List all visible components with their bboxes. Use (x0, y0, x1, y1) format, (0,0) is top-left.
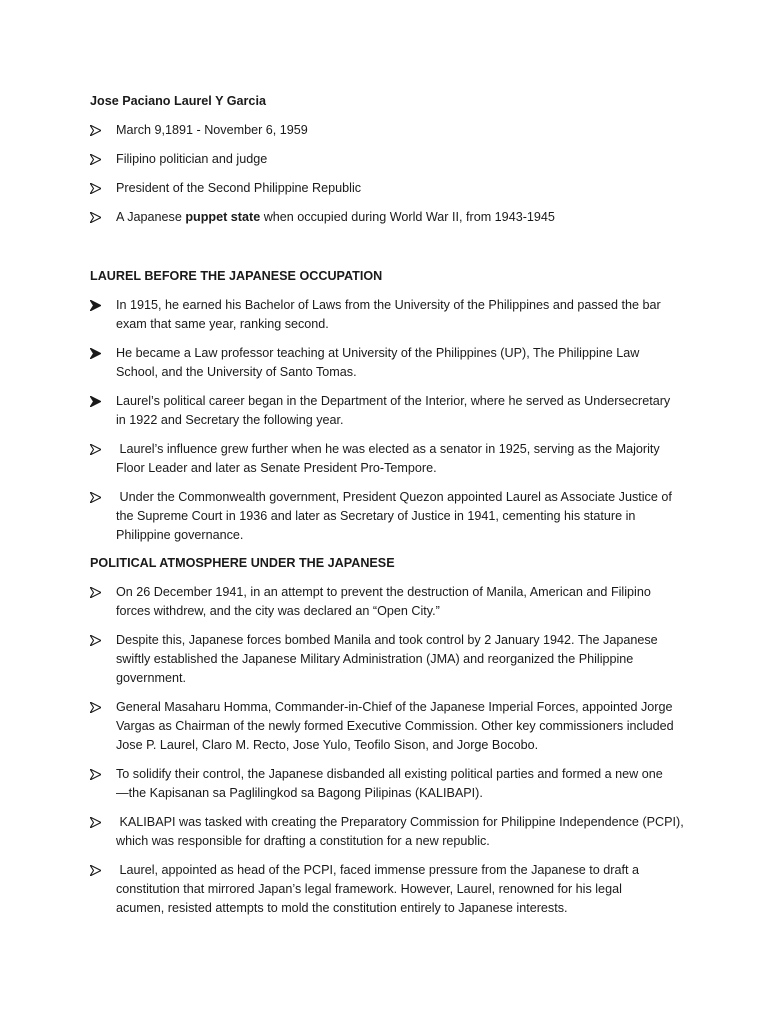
arrowhead-bullet-icon (90, 179, 102, 198)
list-item-line: School, and the University of Santo Tomas. (116, 365, 357, 379)
list-item-line: Jose P. Laurel, Claro M. Recto, Jose Yulo, Teofilo Sison, and Jorge Bocobo. (116, 738, 539, 752)
list-item (90, 208, 690, 227)
arrowhead-bullet-icon (90, 121, 102, 140)
list-item (90, 488, 690, 545)
list-item-line: Laurel’s political career began in the Department of the Interior, where he served as Undersecretary (116, 394, 671, 408)
arrowhead-bullet-icon (90, 631, 102, 650)
list-item-text: Filipino politician and judge (116, 152, 268, 166)
list-item (90, 861, 690, 918)
list-item (90, 765, 690, 803)
list-item-line: General Masaharu Homma, Commander-in-Chief of the Japanese Imperial Forces, appointed Jorge (116, 700, 673, 714)
document-title: Jose Paciano Laurel Y Garcia (90, 94, 266, 108)
list-item-line: swiftly established the Japanese Military Administration (JMA) and reorganized the Philippine (116, 652, 634, 666)
list-item-text: President of the Second Philippine Republic (116, 181, 362, 195)
list-item-line: Vargas as Chairman of the newly formed Executive Commission. Other key commissioners included (116, 719, 674, 733)
list-item-line: KALIBAPI was tasked with creating the Preparatory Commission for Philippine Independence (PCPI), (116, 815, 684, 829)
list-item-line: forces withdrew, and the city was declared an “Open City.” (116, 604, 440, 618)
arrowhead-bullet-icon (90, 698, 102, 717)
arrowhead-bullet-icon (90, 440, 102, 459)
list-item (90, 631, 690, 688)
arrowhead-bullet-icon (90, 392, 102, 411)
arrowhead-bullet-icon (90, 344, 102, 363)
list-item-line: —the Kapisanan sa Paglilingkod sa Bagong Pilipinas (KALIBAPI). (116, 786, 483, 800)
arrowhead-bullet-icon (90, 150, 102, 169)
list-item (90, 179, 690, 198)
list-item-line: acumen, resisted attempts to mold the constitution entirely to Japanese interests. (116, 901, 568, 915)
list-item (90, 344, 690, 382)
list-item (90, 698, 690, 755)
section-list (90, 296, 690, 545)
list-item-line: the Supreme Court in 1936 and later as Secretary of Justice in 1941, cementing his stature in (116, 509, 636, 523)
list-item-line: Laurel, appointed as head of the PCPI, faced immense pressure from the Japanese to draft a (116, 863, 639, 877)
list-item-line: In 1915, he earned his Bachelor of Laws from the University of the Philippines and passed the bar (116, 298, 661, 312)
arrowhead-bullet-icon (90, 208, 102, 227)
list-item (90, 121, 690, 140)
list-item-line: in 1922 and Secretary the following year. (116, 413, 344, 427)
list-item-line: On 26 December 1941, in an attempt to prevent the destruction of Manila, American and Filipino (116, 585, 651, 599)
list-item-line: Floor Leader and later as Senate President Pro-Tempore. (116, 461, 437, 475)
list-item-line: government. (116, 671, 187, 685)
list-item (90, 392, 690, 430)
list-item-text-suffix: when occupied during World War II, from 1943-1945 (260, 210, 555, 224)
list-item-line: He became a Law professor teaching at University of the Philippines (UP), The Philippine Law (116, 346, 640, 360)
list-item-text: March 9,1891 - November 6, 1959 (116, 123, 308, 137)
list-item-line: Philippine governance. (116, 528, 244, 542)
emphasis-text: puppet state (185, 210, 261, 224)
arrowhead-bullet-icon (90, 861, 102, 880)
list-item-line: constitution that mirrored Japan’s legal framework. However, Laurel, renowned for his legal (116, 882, 622, 896)
list-item (90, 296, 690, 334)
list-item-line: which was responsible for drafting a constitution for a new republic. (116, 834, 490, 848)
list-item (90, 813, 690, 851)
arrowhead-bullet-icon (90, 813, 102, 832)
list-item-line: Despite this, Japanese forces bombed Manila and took control by 2 January 1942. The Japanese (116, 633, 658, 647)
section-heading: LAUREL BEFORE THE JAPANESE OCCUPATION (90, 269, 383, 283)
list-item-line: To solidify their control, the Japanese disbanded all existing political parties and formed a new one (116, 767, 663, 781)
arrowhead-bullet-icon (90, 765, 102, 784)
intro-list (90, 121, 690, 227)
list-item-line: Under the Commonwealth government, President Quezon appointed Laurel as Associate Justice of (116, 490, 672, 504)
section-heading: POLITICAL ATMOSPHERE UNDER THE JAPANESE (90, 556, 395, 570)
list-item (90, 150, 690, 169)
list-item-line: Laurel’s influence grew further when he was elected as a senator in 1925, serving as the Majority (116, 442, 660, 456)
list-item-text-prefix: A Japanese (116, 210, 186, 224)
section-list (90, 583, 690, 918)
arrowhead-bullet-icon (90, 296, 102, 315)
arrowhead-bullet-icon (90, 488, 102, 507)
list-item (90, 440, 690, 478)
list-item-line: exam that same year, ranking second. (116, 317, 329, 331)
arrowhead-bullet-icon (90, 583, 102, 602)
list-item (90, 583, 690, 621)
